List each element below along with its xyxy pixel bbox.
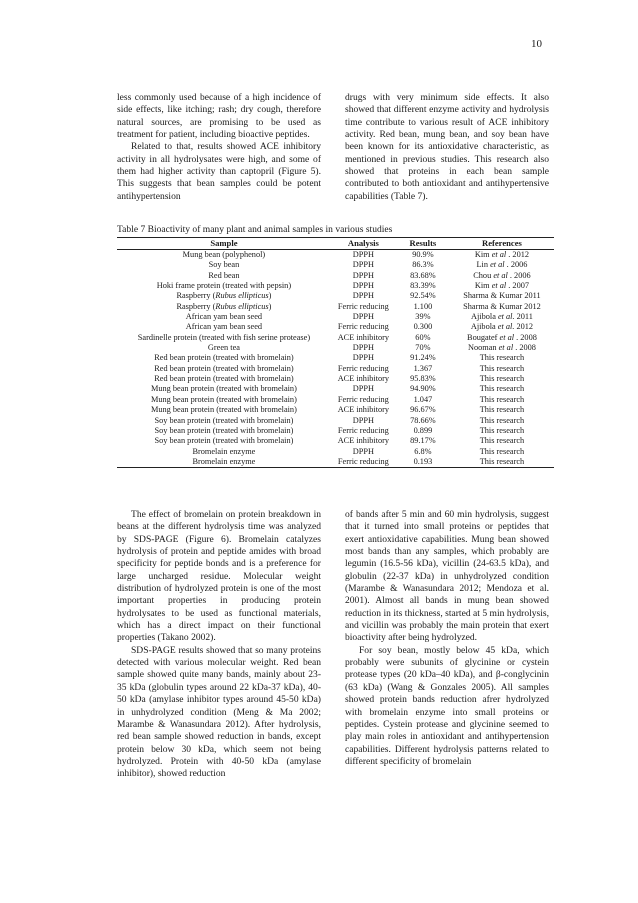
cell-result: 0.899 <box>413 425 433 435</box>
cell-reference: Ajibola et al. 2011 <box>470 312 533 322</box>
cell-sample: African yam bean seed <box>185 322 263 332</box>
cell-sample: Soy bean protein (treated with bromelain) <box>154 425 294 435</box>
table-caption: Table 7 Bioactivity of many plant and animal samples in various studies <box>117 224 393 235</box>
cell-reference: This research <box>479 353 525 363</box>
cell-sample: Sardinelle protein (treated with fish serine protease) <box>137 332 311 342</box>
table-row <box>117 405 554 415</box>
cell-reference: Sharma & Kumar 2012 <box>463 301 541 311</box>
cell-sample: Mung bean (polyphenol) <box>182 250 266 259</box>
cell-analysis: DPPH <box>352 250 374 259</box>
cell-analysis: Ferric reducing <box>337 394 389 404</box>
cell-sample: Red bean protein (treated with bromelain) <box>154 374 294 384</box>
cell-analysis: DPPH <box>352 291 374 301</box>
cell-reference: This research <box>479 363 525 373</box>
table-row <box>117 343 554 353</box>
cell-analysis: Ferric reducing <box>337 425 389 435</box>
table-row <box>117 333 554 343</box>
paragraph: less commonly used because of a high incidence of side effects, like itching; rash; dry cough, therefore natural sources, are promising to be used as treatment for patient, including bioactive peptides. <box>117 92 321 141</box>
cell-analysis: Ferric reducing <box>331 457 396 468</box>
cell-sample: Red bean <box>208 270 240 280</box>
cell-result: 70% <box>415 343 431 353</box>
cell-analysis: ACE inhibitory <box>337 405 390 415</box>
paragraph: Related to that, results showed ACE inhibitory activity in all hydrolysates were high, and some of them had higher activity than captopril (Figure 5). This suggests that bean samples could be potent antihypertension <box>117 141 321 202</box>
cell-analysis: DPPH <box>352 415 374 425</box>
cell-analysis: ACE inhibitory <box>337 436 390 446</box>
paragraph: of bands after 5 min and 60 min hydrolysis, suggest that it turned into small proteins or peptides that exert antioxidative capabilities. Mung bean showed most bands than any samples, which probably are legumin (16.5-56 kDa), vicillin (24-63.5 kDa), and globulin (22-37 kDa) in unhydrolyzed condition (Marambe & Wanasundara 2012; Mendoza et al. 2001). Almost all bands in mung bean showed reduction in its thickness, started at 5 min hydrolysis, and vicillin was probably the main protein that exert bioactivity after being hydrolyzed. <box>345 509 549 644</box>
table-row <box>117 260 554 270</box>
column-header-results: Results <box>396 238 450 250</box>
bottom-right-column <box>345 509 549 768</box>
cell-result: 92.54% <box>410 291 436 301</box>
column-header-references: References <box>450 238 554 250</box>
cell-reference: This research <box>479 374 525 384</box>
cell-sample: Raspberry (Rubus ellipticus) <box>176 301 272 311</box>
cell-reference: This research <box>450 457 554 468</box>
cell-reference: This research <box>479 446 525 456</box>
cell-sample: Hoki frame protein (treated with pepsin) <box>156 281 292 291</box>
cell-reference: This research <box>479 384 525 394</box>
cell-result: 94.90% <box>410 384 436 394</box>
table-row <box>117 384 554 394</box>
cell-analysis: DPPH <box>352 353 374 363</box>
top-right-column <box>345 92 549 203</box>
cell-reference: Kim et al . 2012 <box>474 250 530 259</box>
column-header-analysis: Analysis <box>331 238 396 250</box>
table-row <box>117 416 554 426</box>
table-row <box>117 291 554 301</box>
cell-analysis: ACE inhibitory <box>337 374 390 384</box>
table-row <box>117 353 554 363</box>
cell-analysis: ACE inhibitory <box>337 332 390 342</box>
table-row <box>117 322 554 332</box>
cell-result: 89.17% <box>410 436 436 446</box>
cell-result: 83.68% <box>410 270 436 280</box>
cell-result: 6.8% <box>414 446 432 456</box>
table-row <box>117 302 554 312</box>
paragraph: drugs with very minimum side effects. It also showed that different enzyme activity and hydrolysis time contribute to various result of ACE inhibitory activity. Red bean, mung bean, and soy bean have been known for its antioxidative characteristic, as mentioned in previous studies. This research also showed that proteins in each bean sample contributed to both antioxidant and antihypertensive capabilities (Table 7). <box>345 92 549 202</box>
cell-result: 1.047 <box>413 394 433 404</box>
column-header-sample: Sample <box>117 238 331 250</box>
cell-sample: African yam bean seed <box>185 312 263 322</box>
cell-analysis: Ferric reducing <box>337 363 389 373</box>
cell-analysis: DPPH <box>352 260 374 270</box>
cell-sample: Bromelain enzyme <box>192 446 256 456</box>
top-left-column <box>117 92 321 203</box>
cell-reference: Lin et al . 2006 <box>476 260 528 270</box>
cell-analysis: DPPH <box>352 384 374 394</box>
paragraph: For soy bean, mostly below 45 kDa, which probably were subunits of glycinine or cystein protease types (20 kDa–40 kDa), and β-conglycinin (63 kDa) (Wang & Gonzales 2005). All samples showed protein bands reduction afrer hydrolyzed with bromelain enzyme into small proteins or peptides. Cystein protease and glycinine seemed to play main roles in antioxidant and antihypertension capabilities. Different hydrolysis patterns related to different specificity of bromelain <box>345 644 549 767</box>
cell-reference: Kim et al . 2007 <box>474 281 530 291</box>
cell-result: 0.300 <box>413 322 433 332</box>
cell-result: 1.100 <box>413 301 433 311</box>
paragraph: The effect of bromelain on protein breakdown in beans at the different hydrolysis time was analyzed by SDS-PAGE (Figure 6). Bromelain catalyzes hydrolysis of protein and peptide amides with broad specificity for peptide bonds and is a preference for large uncharged residue. Molecular weight distribution of hydrolyzed protein is one of the most important properties in producing protein hydrolysates to be used as functional materials, which has a direct impact on their functional properties (Takano 2002). <box>117 509 321 644</box>
cell-result: 78.66% <box>410 415 436 425</box>
page-number: 10 <box>531 38 542 50</box>
table-row <box>117 281 554 291</box>
table-row <box>117 250 554 261</box>
cell-reference: Sharma & Kumar 2011 <box>463 291 541 301</box>
cell-result: 60% <box>415 332 431 342</box>
cell-sample: Mung bean protein (treated with bromelain) <box>151 405 297 415</box>
cell-sample: Soy bean protein (treated with bromelain) <box>154 415 294 425</box>
table-row <box>117 457 554 468</box>
cell-sample: Mung bean protein (treated with bromelain) <box>151 384 297 394</box>
cell-result: 90.9% <box>412 250 434 259</box>
table-row <box>117 436 554 446</box>
cell-reference: Bougatef et al . 2008 <box>467 332 537 342</box>
cell-sample: Mung bean protein (treated with bromelain) <box>151 394 297 404</box>
cell-analysis: DPPH <box>352 312 374 322</box>
cell-analysis: DPPH <box>352 270 374 280</box>
cell-result: 39% <box>415 312 431 322</box>
cell-reference: Ajibola et al. 2012 <box>470 322 534 332</box>
table-row <box>117 395 554 405</box>
cell-reference: This research <box>479 394 525 404</box>
paragraph: SDS-PAGE results showed that so many proteins detected with various molecular weight. Red bean sample showed quite many bands, mainly about 23-35 kDa (globulin types around 22 kDa-37 kDa), 40-50 kDa (amylase inhibitor types around 45-50 kDa) in unhydrolyzed condition (Meng & Ma 2002; Marambe & Wanasundara 2012). After hydrolysis, red bean sample showed reduction in bands, except protein below 30 kDa, which seem not being hydrolyzed. Protein with 40-50 kDa (amylase inhibitor), showed reduction <box>117 644 321 780</box>
cell-reference: This research <box>479 436 525 446</box>
cell-sample: Raspberry (Rubus ellipticus) <box>176 291 272 301</box>
table-row <box>117 312 554 322</box>
cell-sample: Red bean protein (treated with bromelain) <box>154 363 294 373</box>
cell-reference: Nooman et al . 2008 <box>467 343 536 353</box>
table-header-row <box>117 238 554 250</box>
cell-sample: Bromelain enzyme <box>117 457 331 468</box>
table-row <box>117 374 554 384</box>
cell-result: 1.367 <box>413 363 433 373</box>
bottom-left-column <box>117 509 321 781</box>
table-row <box>117 426 554 436</box>
table-row <box>117 447 554 457</box>
bioactivity-table <box>117 237 554 468</box>
table-row <box>117 271 554 281</box>
cell-result: 95.83% <box>410 374 436 384</box>
cell-analysis: DPPH <box>352 281 374 291</box>
cell-analysis: Ferric reducing <box>337 322 389 332</box>
cell-reference: Chou et al . 2006 <box>473 270 531 280</box>
cell-sample: Soy bean <box>208 260 240 270</box>
cell-analysis: DPPH <box>352 446 374 456</box>
cell-reference: This research <box>479 405 525 415</box>
cell-result: 86.3% <box>412 260 434 270</box>
cell-sample: Soy bean protein (treated with bromelain) <box>154 436 294 446</box>
cell-result: 96.67% <box>410 405 436 415</box>
cell-analysis: DPPH <box>352 343 374 353</box>
cell-sample: Red bean protein (treated with bromelain) <box>154 353 294 363</box>
cell-sample: Green tea <box>207 343 240 353</box>
cell-analysis: Ferric reducing <box>337 301 389 311</box>
table-row <box>117 364 554 374</box>
cell-result: 91.24% <box>410 353 436 363</box>
cell-reference: This research <box>479 415 525 425</box>
cell-result: 0.193 <box>396 457 450 468</box>
cell-reference: This research <box>479 425 525 435</box>
cell-result: 83.39% <box>410 281 436 291</box>
